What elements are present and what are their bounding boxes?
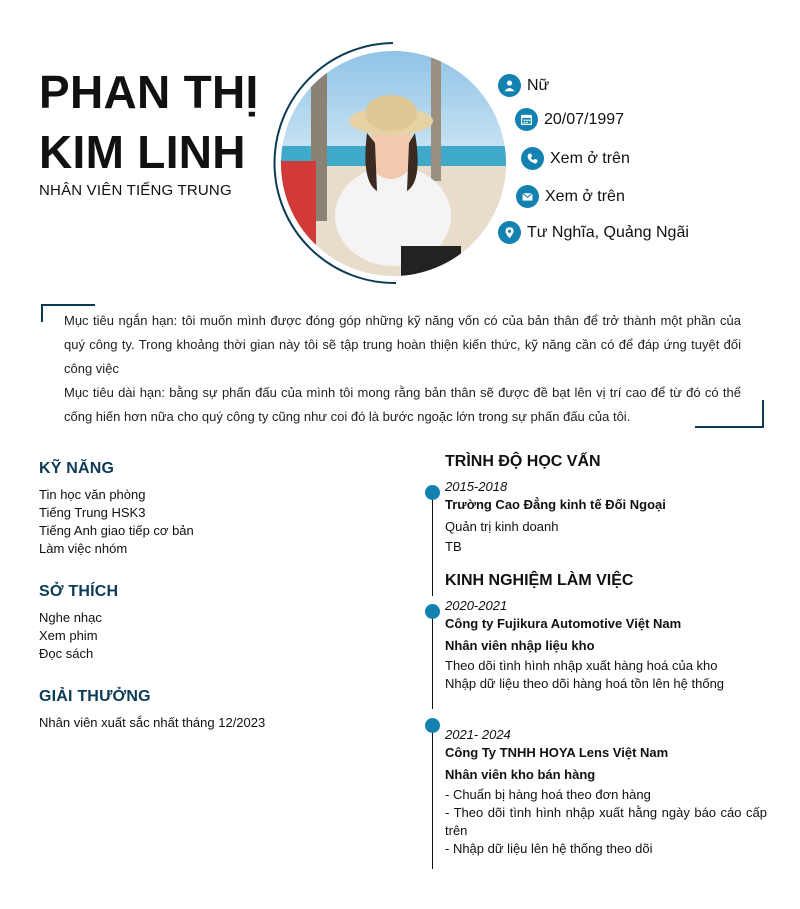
list-item: Tiếng Anh giao tiếp cơ bản xyxy=(39,523,194,538)
list-item: Đọc sách xyxy=(39,646,94,661)
list-item: - Nhập dữ liệu lên hệ thống theo dõi xyxy=(445,841,653,856)
email-value: Xem ở trên xyxy=(545,187,625,205)
experience-title: KINH NGHIỆM LÀM VIỆC xyxy=(445,572,634,589)
list-item: Tin học văn phòng xyxy=(39,487,146,502)
contact-address xyxy=(498,221,689,244)
skills-list xyxy=(39,486,194,558)
list-item: - Theo dõi tình hình nhập xuất hằng ngày báo cáo cấp trên xyxy=(445,805,767,838)
mail-icon xyxy=(516,185,539,208)
objective-long-term: Mục tiêu dài hạn: bằng sự phấn đấu của mình tôi mong rằng bản thân sẽ được đề bạt lên vị trí cao để từ đó có thể cống hiến hơn nữa cho quý công ty cũng như coi đó là bước ngoặc lớn trong sự phấn đấu của tôi. xyxy=(64,385,741,424)
hobbies-title: SỞ THÍCH xyxy=(39,583,119,600)
education-school: Trường Cao Đẳng kinh tế Đối Ngoại xyxy=(445,497,666,512)
contact-email xyxy=(516,185,625,208)
list-item: Xem phim xyxy=(39,628,98,643)
education-period: 2015-2018 xyxy=(445,479,508,494)
skills-title: KỸ NĂNG xyxy=(39,460,115,477)
exp-2-position: Nhân viên kho bán hàng xyxy=(445,767,596,782)
education-major: Quản trị kinh doanh xyxy=(445,519,559,534)
list-item: Theo dõi tình hình nhập xuất hàng hoá của kho xyxy=(445,658,718,673)
career-objective xyxy=(64,309,741,429)
list-item: Nhập dữ liệu theo dõi hàng hoá tồn lên hệ thống xyxy=(445,676,725,691)
user-icon xyxy=(498,74,521,97)
education-grade: TB xyxy=(445,539,462,554)
exp-2-period: 2021- 2024 xyxy=(445,727,511,742)
timeline-line-education xyxy=(432,493,433,596)
list-item: Làm việc nhóm xyxy=(39,541,128,556)
contact-gender xyxy=(498,74,549,97)
exp-2-company: Công Ty TNHH HOYA Lens Việt Nam xyxy=(445,745,669,760)
location-pin-icon xyxy=(498,221,521,244)
job-title: NHÂN VIÊN TIẾNG TRUNG xyxy=(39,182,232,199)
calendar-icon xyxy=(515,108,538,131)
objective-short-term: Mục tiêu ngắn hạn: tôi muốn mình được đóng góp những kỹ năng vốn có của bản thân để trở thành một phần của quý công ty. Trong khoảng thời gian này tôi sẽ tập trung hoàn thiện kiến thức, kỹ năng cần có để đáp ứng tuyệt đối công việc xyxy=(64,313,741,376)
exp-1-description xyxy=(445,657,767,693)
contact-phone xyxy=(521,147,630,170)
timeline-line-exp-2 xyxy=(432,726,433,869)
timeline-dot xyxy=(425,604,440,619)
gender-value: Nữ xyxy=(527,76,550,94)
contact-birthday xyxy=(515,108,624,131)
awards-list xyxy=(39,714,265,732)
exp-1-position: Nhân viên nhập liệu kho xyxy=(445,638,595,653)
list-item: Tiếng Trung HSK3 xyxy=(39,505,146,520)
list-item: Nhân viên xuất sắc nhất tháng 12/2023 xyxy=(39,715,266,730)
phone-value: Xem ở trên xyxy=(550,149,630,167)
candidate-name xyxy=(39,62,259,182)
timeline-dot xyxy=(425,485,440,500)
name-line-1: PHAN THỊ xyxy=(39,66,259,118)
phone-icon xyxy=(521,147,544,170)
address-value: Tư Nghĩa, Quảng Ngãi xyxy=(527,223,689,241)
list-item: - Chuẩn bị hàng hoá theo đơn hàng xyxy=(445,787,651,802)
exp-1-company: Công ty Fujikura Automotive Việt Nam xyxy=(445,616,682,631)
timeline-line-exp-1 xyxy=(432,612,433,709)
list-item: Nghe nhạc xyxy=(39,610,102,625)
exp-2-description xyxy=(445,786,767,858)
hobbies-list xyxy=(39,609,102,663)
timeline-dot xyxy=(425,718,440,733)
birthday-value: 20/07/1997 xyxy=(544,110,625,128)
name-line-2: KIM LINH xyxy=(39,126,246,178)
profile-photo xyxy=(281,51,506,276)
education-title: TRÌNH ĐỘ HỌC VẤN xyxy=(445,453,601,470)
exp-1-period: 2020-2021 xyxy=(445,598,508,613)
awards-title: GIẢI THƯỞNG xyxy=(39,688,151,705)
